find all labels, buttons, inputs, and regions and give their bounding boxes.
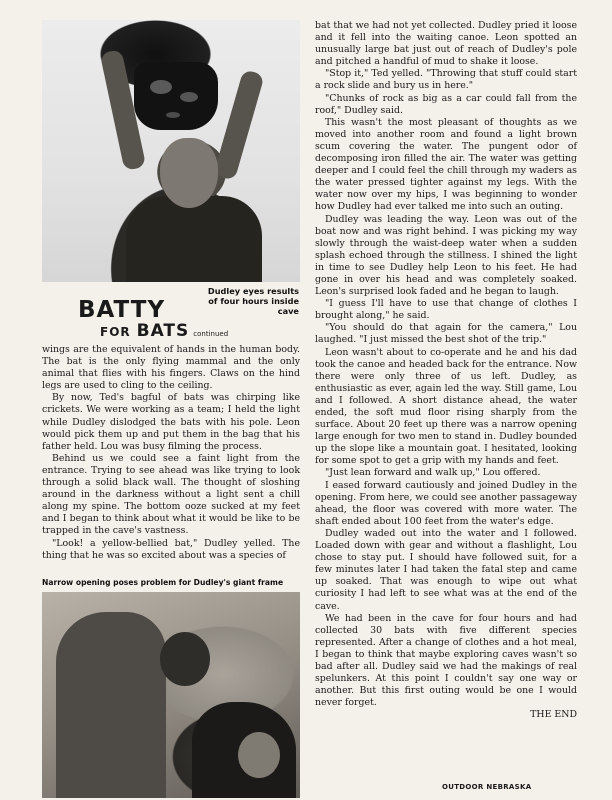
paragraph: "I guess I'll have to use that change of clothes I brought along," he said. [315,298,577,322]
paragraph: "You should do that again for the camera," Lou laughed. "I just missed the best shot of the trip." [315,322,577,346]
paragraph: I eased forward cautiously and joined Dudley in the opening. From here, we could see another passageway ahead, the floor was covered with more water. The shaft ended about 100 feet from the water's edge. [315,479,578,527]
paragraph: Behind us we could see a faint light from the entrance. Trying to see ahead was like trying to look through a solid black wall. The thought of sloshing around in the darkness without a light sent a chill along my spine. The bottom ooze sucked at my feet and I began to think about what it would be like to be trapped in the cave's vastness. [42,452,300,537]
paragraph: "Look! a yellow-bellied bat," Dudley yelled. The thing that he was so excited about was a species of [42,537,300,561]
article-title-continued: continued [193,330,229,338]
photo-person-head [160,632,210,686]
photo-face [160,138,218,208]
photo-person-standing [56,612,166,798]
paragraph: "Just lean forward and walk up," Lou offered. [325,467,541,479]
footer-magazine-name: OUTDOOR NEBRASKA [442,783,532,791]
photo-cave-opening [42,592,300,798]
paragraph: We had been in the cave for four hours and had collected 30 bats with five different species represented. After a change of clothes and a hot meal, I began to think that maybe exploring caves wasn't so bad after all. Dudley said we had the makings of real spelunkers. At this point I couldn't say one way or another. But this first outing would be one I would never forget. [315,612,577,709]
photo-arm-right [213,69,264,181]
paragraph: bat that we had not yet collected. Dudley pried it loose and it fell into the waiting canoe. Leon spotted an unusually large bat just out of reach of Dudley's pole and pitched a handful of mud to shake it loose. [315,20,577,68]
paragraph: By now, Ted's bagful of bats was chirping like crickets. We were working as a team; I held the light while Dudley dislodged the bats with his pole. Leon would pick them up and put them in the bag that his father held. Lou was busy filming the process. [42,392,300,452]
paragraph: "Chunks of rock as big as a car could fall from the roof," Dudley said. [315,92,577,116]
article-title-bats: BATS [136,321,190,341]
photo-top-caption: Dudley eyes results of four hours inside cave [207,286,299,316]
paragraph: Leon wasn't about to co-operate and he and his dad took the canoe and headed back for the entrance. Now there were only three of us left. Dudley, as enthusiastic as ever, again led the way. Still game, Lou and I followed. A short distance ahead, the water ended, the soft mud floor rising sharply from the surface. About 20 feet up there was a narrow opening large enough for two men to stand in. Dudley bounded up the slope like a mountain goat. I hesitated, looking for some spot to get a grip with my hands and feet. [315,346,577,467]
left-text-column [42,344,300,562]
paragraph: This wasn't the most pleasant of thoughts as we moved into another room and found a light brown scum covering the water. The pungent odor of decomposing iron filled the air. The water was getting deeper and I could feel the chill through my waders as the water pressed tighter against my legs. With the water now over my hips, I was beginning to wonder how Dudley had ever talked me into such an outing. [315,116,577,213]
photo-bag [134,62,218,130]
paragraph: Dudley waded out into the water and I followed. Loaded down with gear and without a flashlight, Lou chose to stay put. I should have followed suit, for a few minutes later I had taken the fatal step and came up soaked. That was enough to wipe out what curiosity I had left to see what was at the end of the cave. [315,527,577,612]
paragraph: "Stop it," Ted yelled. "Throwing that stuff could start a rock slide and bury us in here." [315,68,577,92]
article-title-for: FOR [100,325,131,339]
right-text-column [315,20,577,721]
paragraph: Dudley was leading the way. Leon was out of the boat now and was right behind. I was picking my way slowly through the waist-deep water when a sudden splash echoed through the stillness. I shined the light in time to see Dudley help Leon to his feet. He had gone in over his head and was completely soaked. Leon's surprised look faded and he began to laugh. [315,213,577,298]
photo-man-holding-bag [42,20,300,282]
paragraph: wings are the equivalent of hands in the human body. The bat is the only flying mammal and the only animal that flies with his fingers. Claws on the hind legs are used to cling to the ceiling. [42,344,300,392]
photo-person-in-hole [238,732,280,778]
photo-body [126,196,262,282]
article-title-batty: BATTY [78,297,166,323]
the-end-label: THE END [530,709,577,721]
photo-bottom-caption: Narrow opening poses problem for Dudley's giant frame [42,578,284,587]
article-title-row2 [100,321,228,341]
